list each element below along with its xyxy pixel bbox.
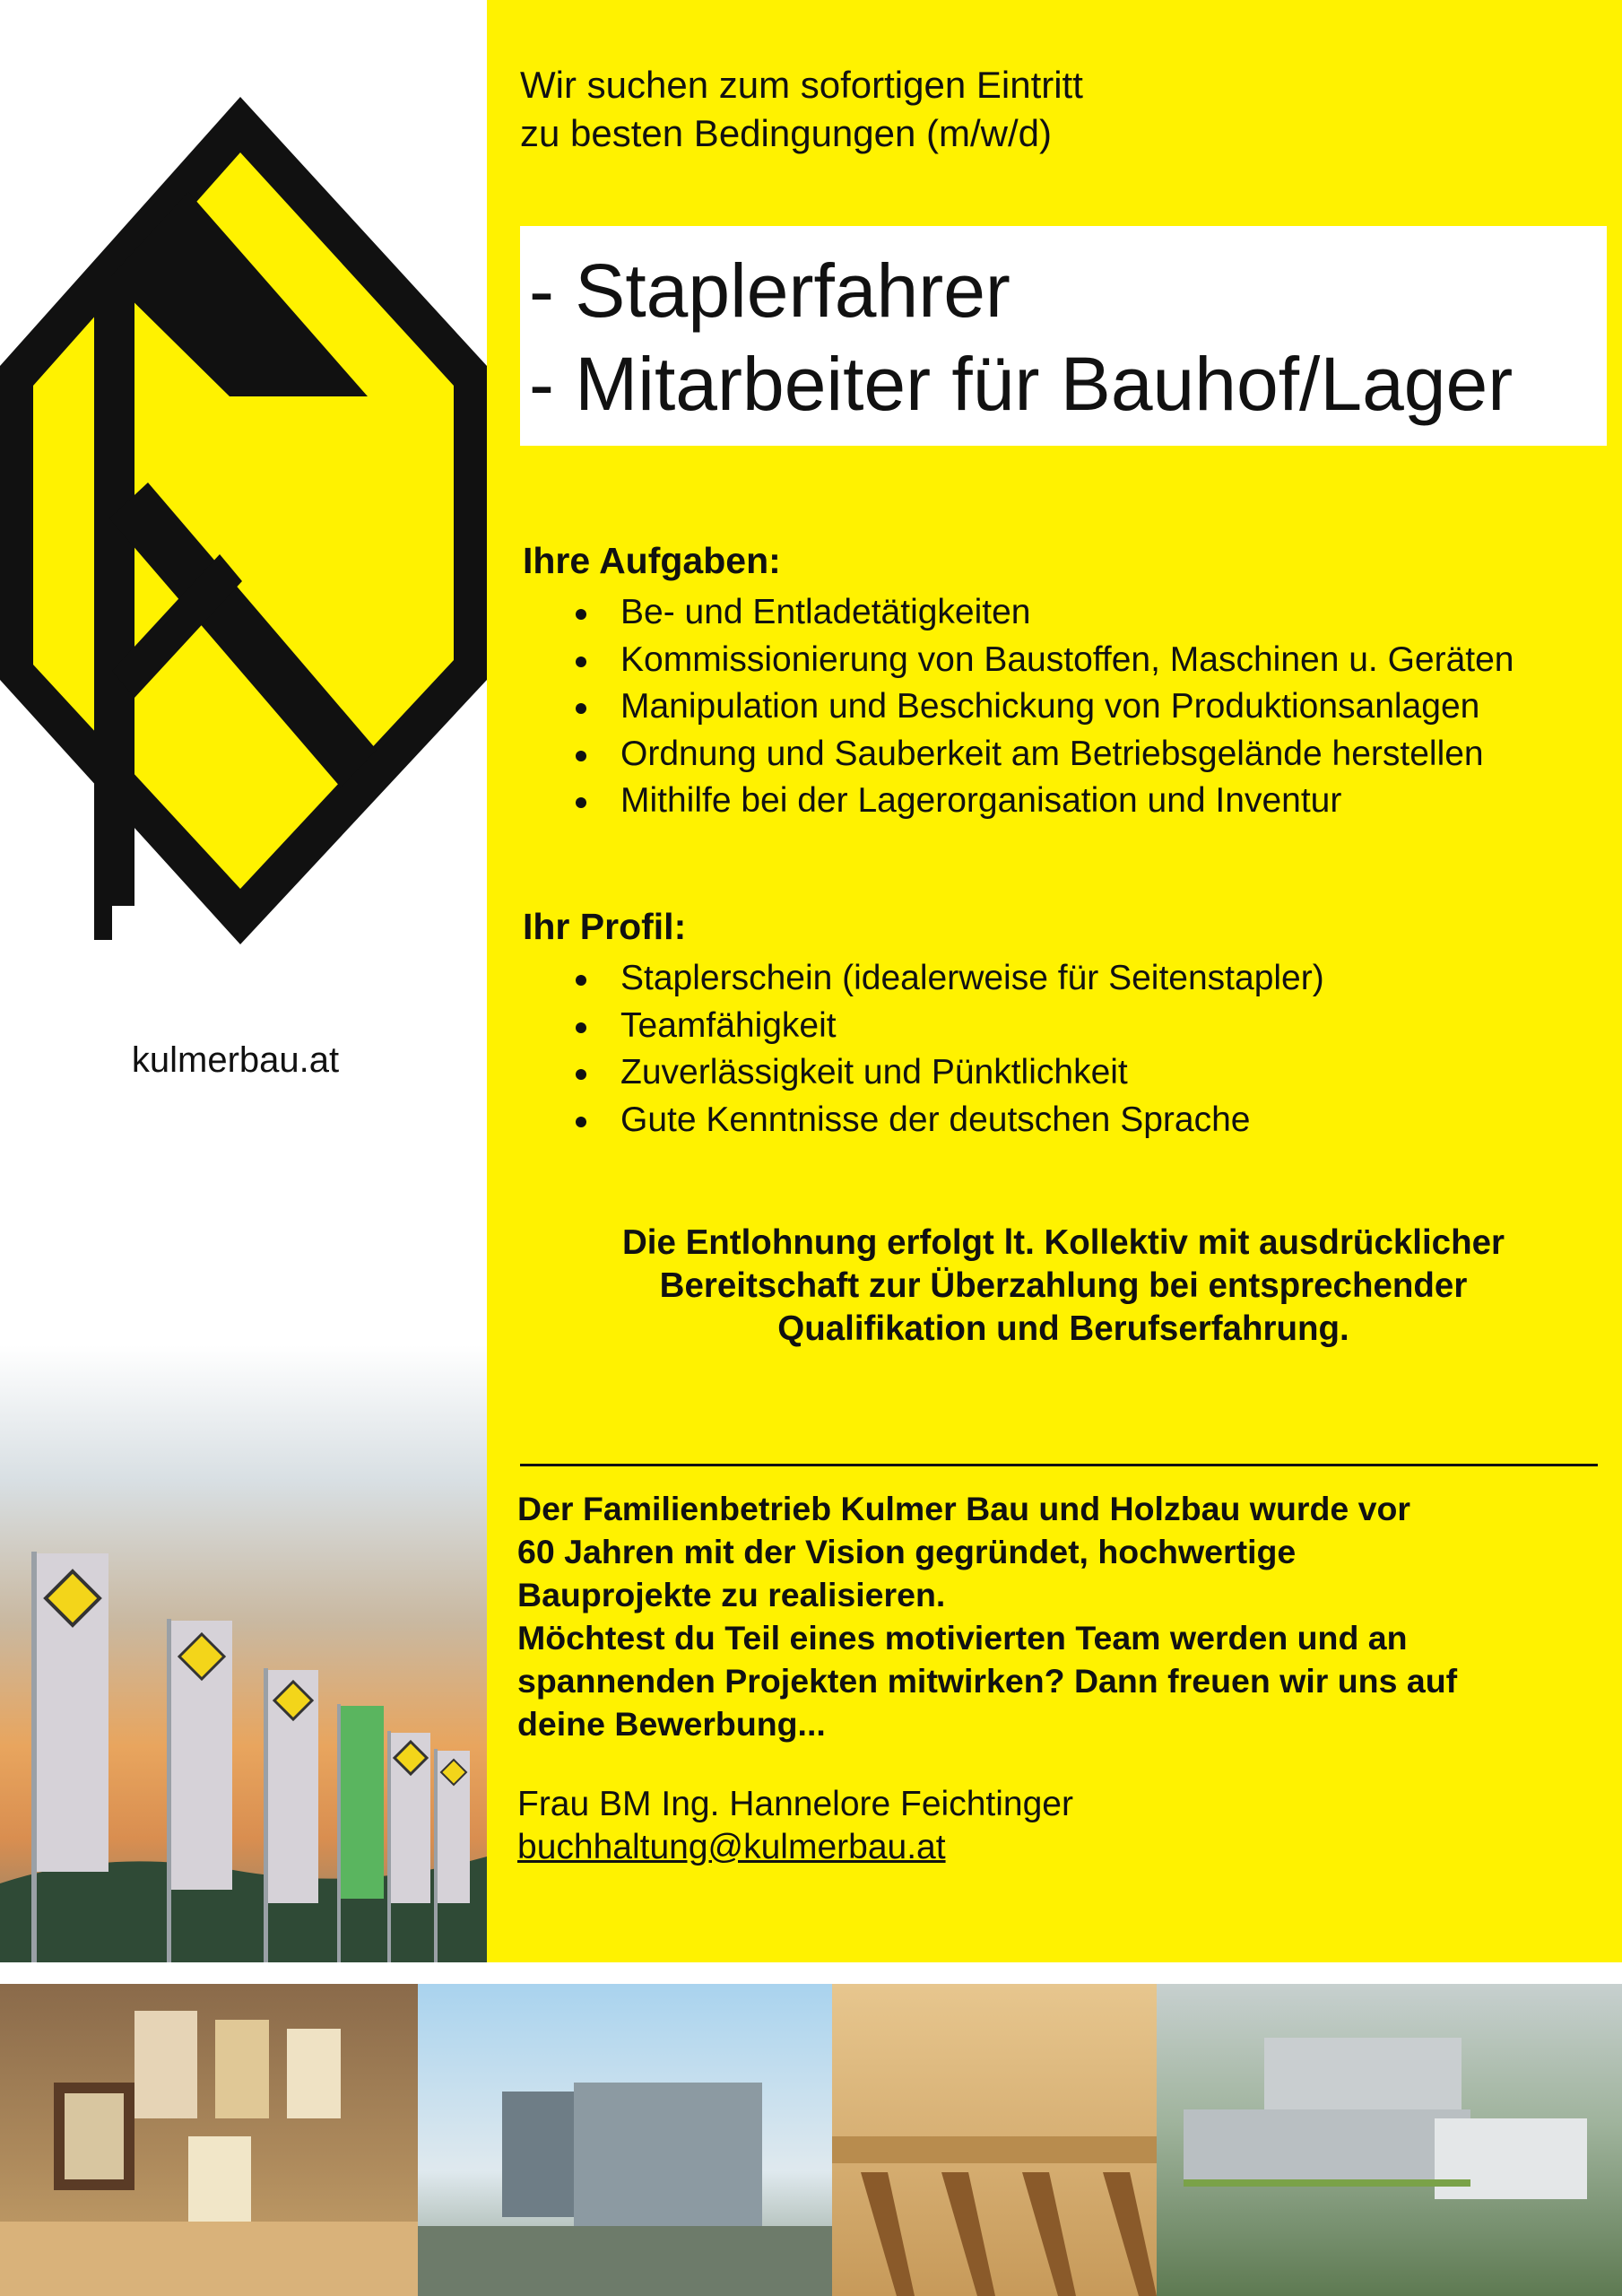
salary-note [520, 1222, 1607, 1351]
salary-line: Qualifikation und Berufserfahrung. [777, 1309, 1349, 1348]
company-line: Bauprojekte zu realisieren. [517, 1576, 946, 1613]
profile-heading: Ihr Profil: [523, 906, 687, 947]
salary-line: Die Entlohnung erfolgt lt. Kollektiv mit ausdrücklicher [621, 1223, 1505, 1262]
list-item: Kommissionierung von Baustoffen, Maschinen u. Geräten [576, 637, 1514, 684]
job-title-forklift: - Staplerfahrer [529, 248, 1010, 333]
list-item: Teamfähigkeit [576, 1003, 1324, 1050]
bullet-icon [576, 797, 586, 808]
tasks-list [576, 589, 1514, 825]
website-url[interactable]: kulmerbau.at [131, 1040, 340, 1080]
bullet-icon [576, 975, 586, 986]
contact-email-link[interactable]: buchhaltung@kulmerbau.at [517, 1828, 946, 1866]
company-line: spannenden Projekten mitwirken? Dann freuen wir uns auf [517, 1662, 1458, 1700]
list-item: Zuverlässigkeit und Pünktlichkeit [576, 1049, 1324, 1097]
list-item: Mithilfe bei der Lagerorganisation und Inventur [576, 778, 1514, 825]
tasks-heading: Ihre Aufgaben: [523, 540, 781, 581]
list-item: Gute Kenntnisse der deutschen Sprache [576, 1097, 1324, 1144]
bullet-icon [576, 1022, 586, 1033]
bullet-icon [576, 1117, 586, 1127]
photo-wood-beams [832, 1984, 1157, 2296]
kulmer-k-logo [0, 97, 487, 944]
bullet-icon [576, 1069, 586, 1080]
intro-text [520, 61, 1083, 158]
photo-office-building [418, 1984, 832, 2296]
company-description [517, 1487, 1616, 1745]
company-line: deine Bewerbung... [517, 1705, 826, 1743]
list-item: Staplerschein (idealerweise für Seitenstapler) [576, 955, 1324, 1003]
photo-industrial-hall [1157, 1984, 1622, 2296]
bullet-icon [576, 703, 586, 714]
divider [520, 1464, 1598, 1466]
flags-photo [0, 1345, 487, 1962]
bullet-icon [576, 657, 586, 667]
profile-list [576, 955, 1324, 1144]
left-column [0, 0, 487, 1962]
company-line: Der Familienbetrieb Kulmer Bau und Holzbau wurde vor [517, 1490, 1410, 1527]
photo-awards [0, 1984, 418, 2296]
intro-line-1: Wir suchen zum sofortigen Eintritt [520, 64, 1083, 106]
list-item: Manipulation und Beschickung von Produktionsanlagen [576, 683, 1514, 731]
job-title-warehouse: - Mitarbeiter für Bauhof/Lager [529, 342, 1514, 426]
bullet-icon [576, 751, 586, 761]
company-line: Möchtest du Teil eines motivierten Team werden und an [517, 1619, 1408, 1657]
photo-strip [0, 1984, 1622, 2296]
bullet-icon [576, 609, 586, 620]
salary-line: Bereitschaft zur Überzahlung bei entsprechender [659, 1266, 1468, 1305]
intro-line-2: zu besten Bedingungen (m/w/d) [520, 112, 1053, 154]
job-titles-box [520, 226, 1607, 446]
contact-name: Frau BM Ing. Hannelore Feichtinger [517, 1785, 1073, 1823]
company-line: 60 Jahren mit der Vision gegründet, hochwertige [517, 1533, 1297, 1570]
list-item: Be- und Entladetätigkeiten [576, 589, 1514, 637]
list-item: Ordnung und Sauberkeit am Betriebsgelände herstellen [576, 731, 1514, 778]
